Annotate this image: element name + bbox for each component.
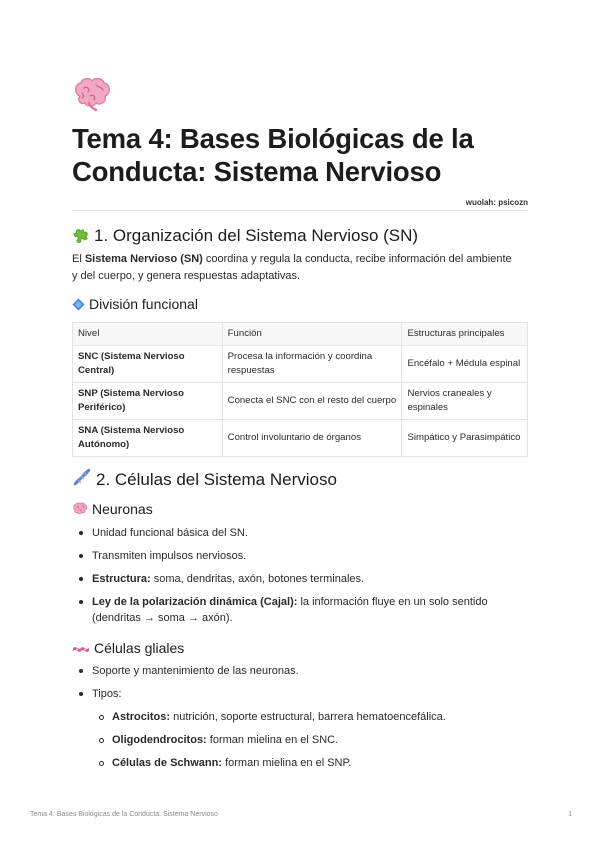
list-item-bold: Ley de la polarización dinámica (Cajal):	[92, 596, 298, 608]
section-heading-text: 2. Células del Sistema Nervioso	[96, 470, 337, 489]
table-cell: SNP (Sistema Nervioso Periférico)	[73, 383, 223, 420]
list-item-text: Unidad funcional básica del SN.	[92, 527, 248, 539]
blue-diamond-icon	[72, 298, 85, 311]
table-header: Función	[222, 323, 402, 346]
list-item	[92, 594, 522, 626]
subheading-division	[72, 296, 198, 312]
table-cell: SNA (Sistema Nervioso Autónomo)	[73, 420, 223, 457]
brain-icon	[72, 76, 112, 112]
list-item-text: Tipos:	[92, 688, 122, 700]
list-item	[112, 709, 542, 725]
dna-icon	[72, 467, 92, 487]
table-row	[73, 383, 528, 420]
list-item-bold: Estructura:	[92, 573, 151, 585]
list-item-bold: Astrocitos:	[112, 711, 171, 723]
list-item	[92, 571, 522, 587]
list-item-bold: Oligodendrocitos:	[112, 734, 207, 746]
list-item	[92, 663, 522, 679]
divider	[72, 210, 528, 211]
subheading-text: Neuronas	[92, 501, 153, 517]
table-cell: Control involuntario de órganos	[222, 420, 402, 457]
subheading-text: División funcional	[89, 296, 198, 312]
subheading-text: Células gliales	[94, 640, 185, 656]
list-item	[112, 732, 542, 748]
subheading-gliales	[72, 640, 184, 656]
list-item-text: Transmiten impulsos nerviosos.	[92, 550, 247, 562]
section-heading-celulas	[72, 467, 337, 490]
section-heading-text: 1. Organización del Sistema Nervioso (SN)	[94, 226, 419, 245]
table-cell: Nervios craneales y espinales	[402, 383, 528, 420]
puzzle-icon	[72, 225, 90, 243]
list-item	[92, 525, 522, 541]
table-cell: Procesa la información y coordina respuestas	[222, 346, 402, 383]
list-item	[92, 548, 522, 564]
list-item	[92, 686, 522, 702]
page-footer: Tema 4: Bases Biológicas de la Conducta: Sistema Nervioso	[30, 811, 218, 818]
page-title: Tema 4: Bases Biológicas de la Conducta: Sistema Nervioso	[72, 123, 474, 187]
table-header-row	[73, 323, 528, 346]
list-item-text: forman mielina en el SNC.	[206, 734, 339, 746]
table-header: Nivel	[73, 323, 223, 346]
list-item-text: forman mielina en el SNP.	[222, 757, 352, 769]
list-item-bold: Células de Schwann:	[112, 757, 223, 769]
functional-division-table	[72, 322, 528, 457]
author-credit: wuolah: psicozn	[465, 198, 528, 207]
table-cell: Conecta el SNC con el resto del cuerpo	[222, 383, 402, 420]
section-heading-organizacion	[72, 225, 418, 246]
subheading-neuronas	[72, 501, 153, 517]
brain-icon	[72, 502, 88, 516]
table-row	[73, 420, 528, 457]
page-number: 1	[568, 811, 572, 818]
list-item	[112, 755, 542, 771]
table-cell: Encéfalo + Médula espinal	[402, 346, 528, 383]
intro-paragraph	[72, 251, 512, 285]
table-cell: SNC (Sistema Nervioso Central)	[73, 346, 223, 383]
intro-bold: Sistema Nervioso (SN)	[84, 253, 203, 265]
list-item-text: Soporte y mantenimiento de las neuronas.	[92, 665, 299, 677]
table-header: Estructuras principales	[402, 323, 528, 346]
table-cell: Simpático y Parasimpático	[402, 420, 528, 457]
list-item-text: soma, dendritas, axón, botones terminales.	[150, 573, 365, 585]
intro-pre: El	[72, 253, 85, 265]
table-row	[73, 346, 528, 383]
intro-post: coordina y regula la conducta, recibe información del ambiente y del cuerpo, y genera respuestas adaptativas.	[72, 253, 512, 282]
list-item-text: nutrición, soporte estructural, barrera hematoencefálica.	[170, 711, 446, 723]
list-item-text: la información fluye en un solo sentido (dendritas → soma → axón).	[92, 596, 488, 624]
glial-cell-icon	[72, 643, 90, 655]
